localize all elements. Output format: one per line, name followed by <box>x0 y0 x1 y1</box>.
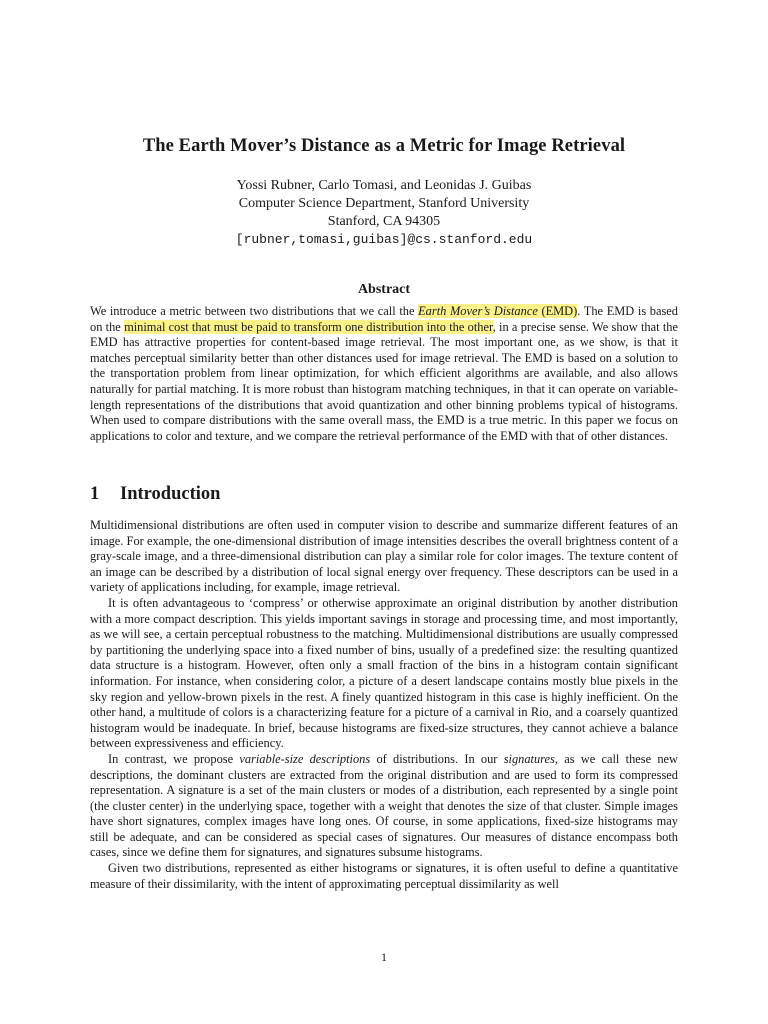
section-number: 1 <box>90 484 100 504</box>
paragraph-3-text-e: , as we call these new descriptions, the dominant clusters are extracted from the original distribution and are used to form its compressed representation. A signature is a set of the main clusters or modes of a distribution, each represented by a single point (the cluster center) in the underlying space, together with a weight that denotes the size of that cluster. Simple images have short signatures, complex images have long ones. Of course, in some applications, fixed-size histograms may still be adequate, and can be considered as special cases of signatures. Our measures of distance encompass both cases, since we define them for signatures, and signatures subsume histograms. <box>90 751 678 860</box>
emd-term: Earth Mover’s Distance <box>418 304 538 318</box>
highlight-minimal-cost: minimal cost that must be paid to transform one distribution into the other <box>124 319 493 334</box>
term-signatures: signatures <box>503 751 555 766</box>
term-variable-size-descriptions: variable-size descriptions <box>239 751 371 766</box>
paragraph-3-text-c: of distributions. In our <box>370 751 504 766</box>
author-location: Stanford, CA 94305 <box>327 214 441 229</box>
introduction-body <box>90 518 678 892</box>
author-department: Computer Science Department, Stanford University <box>238 196 530 211</box>
author-names: Yossi Rubner, Carlo Tomasi, and Leonidas J. Guibas <box>236 178 532 193</box>
paragraph-4: Given two distributions, represented as either histograms or signatures, it is often useful to define a quantitative measure of their dissimilarity, with the intent of approximating perceptual dissimilarity as well <box>90 861 678 891</box>
abstract-text-2: . The EMD is based on the <box>90 304 678 334</box>
paragraph-2: It is often advantageous to ‘compress’ or otherwise approximate an original distribution by another distribution with a more compact description. This yields important savings in storage and processing time, and most importantly, as we will see, a certain perceptual robustness to the matching. Multidimensional distributions are usually compressed by partitioning the underlying space into a fixed number of bins, usually of a predefined size: the resulting quantized data structure is a histogram. However, often only a small fraction of the bins in a histogram contain significant information. For instance, when considering color, a picture of a desert landscape contains mostly blue pixels in the sky region and yellow-brown pixels in the rest. A finely quantized histogram in this case is highly inefficient. On the other hand, a multitude of colors is a characterizing feature for a picture of a carnival in Rio, and a coarsely quantized histogram would be inadequate. In brief, because histograms are fixed-size structures, they cannot achieve a balance between expressiveness and efficiency. <box>90 595 678 751</box>
section-heading-introduction <box>90 484 220 505</box>
abstract-heading: Abstract <box>357 282 411 297</box>
emd-abbrev: (EMD) <box>537 304 578 318</box>
abstract-text-1: We introduce a metric between two distributions that we call the <box>90 304 419 318</box>
abstract-text-3: , in a precise sense. We show that the EMD has attractive properties for content-based image retrieval. The most important one, as we show, is that it matches perceptual similarity better than other distances used for image retrieval. The EMD is based on a solution to the transportation problem from linear optimization, for which efficient algorithms are available, and also allows naturally for partial matching. It is more robust than histogram matching techniques, in that it can operate on variable-length representations of the distributions that avoid quantization and other binning problems typical of histograms. When used to compare distributions with the same overall mass, the EMD is a true metric. In this paper we focus on applications to color and texture, and we compare the retrieval performance of the EMD with that of other distances. <box>90 319 678 443</box>
author-block <box>0 177 768 249</box>
paragraph-1: Multidimensional distributions are often used in computer vision to describe and summarize different features of an image. For example, the one-dimensional distribution of image intensities describes the overall brightness content of a gray-scale image, and a three-dimensional distribution can play a similar role for color images. The texture content of an image can be described by a distribution of local signal energy over frequency. These descriptors can be used in a variety of applications including, for example, image retrieval. <box>90 518 678 595</box>
section-title: Introduction <box>120 484 221 504</box>
page-number: 1 <box>381 950 387 964</box>
paper-title: The Earth Mover’s Distance as a Metric for Image Retrieval <box>142 136 626 156</box>
abstract-body <box>90 304 678 444</box>
paragraph-3-text-a: In contrast, we propose <box>108 751 240 766</box>
author-email: [rubner,tomasi,guibas]@cs.stanford.edu <box>235 232 533 247</box>
highlight-emd <box>418 304 577 318</box>
paragraph-3 <box>90 752 678 861</box>
